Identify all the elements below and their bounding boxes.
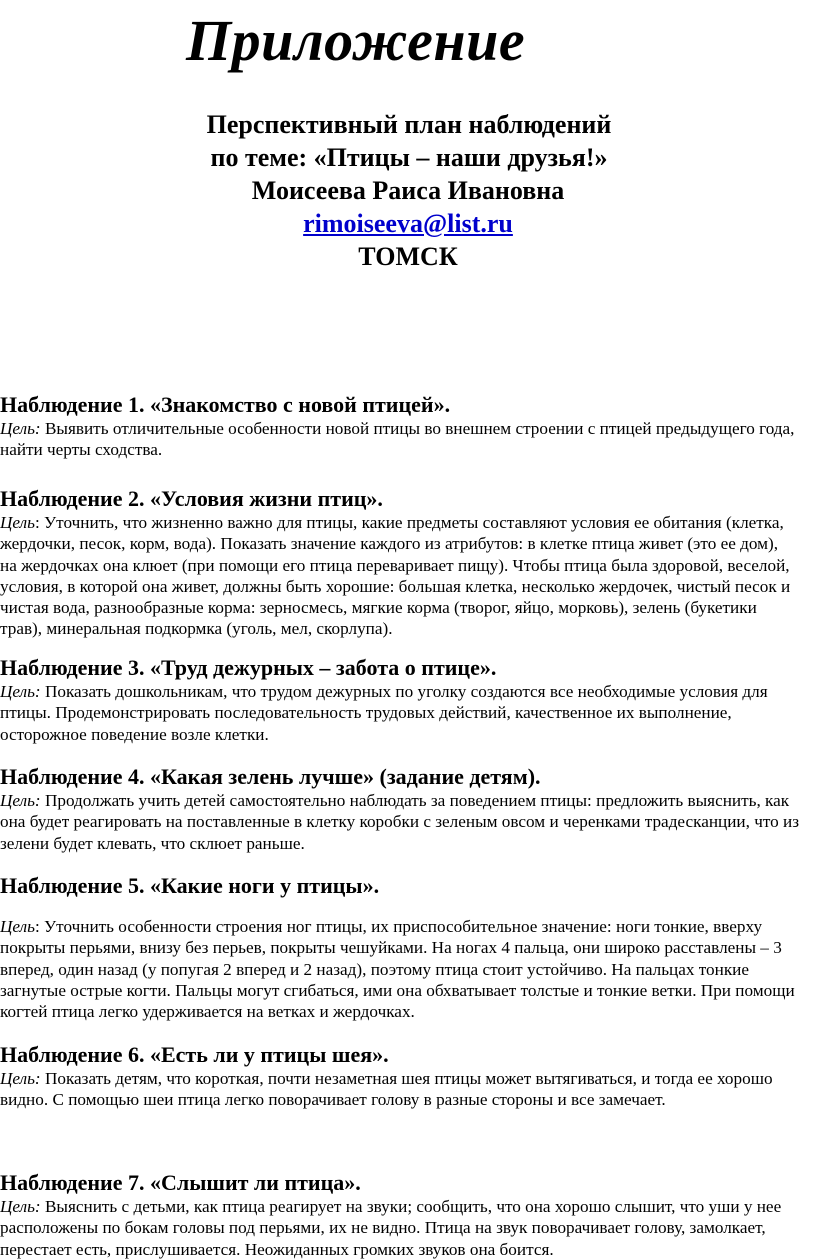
observation-text-line: Выявить отличительные особенности новой птицы во внешнем строении с птицей предыдущего года, — [40, 419, 795, 438]
observation-text-line: загнутые острые когти. Пальцы могут сгибаться, ими она обхватывает толстые и тонкие ветки. При помощи — [0, 980, 795, 1000]
observation-body — [0, 916, 816, 1022]
observation-text-line: трав), минеральная подкормка (уголь, мел, скорлупа). — [0, 619, 393, 639]
observation-title: Наблюдение 6. «Есть ли у птицы шея». — [0, 1042, 389, 1067]
observation-body — [0, 790, 816, 854]
observation-text-line: Показать детям, что короткая, почти незаметная шея птицы может вытягиваться, и тогда ее хорошо — [40, 1069, 773, 1088]
observation-text-line: покрыты перьями, внизу без перьев, покрыты чешуйками. На ногах 4 пальца, они широко расставлены – 3 — [0, 938, 782, 958]
goal-label: Цель: — [0, 419, 41, 438]
observation-text-line: Продолжать учить детей самостоятельно наблюдать за поведением птицы: предложить выяснить, как — [40, 791, 790, 810]
goal-label: Цель: — [0, 682, 41, 701]
observation-text-line: : Уточнить, что жизненно важно для птицы, какие предметы составляют условия ее обитания (клетка, — [34, 513, 784, 532]
observation-text-line: условия, в которой она живет, должны быть хорошие: большая клетка, несколько жердочек, чистый песок и — [0, 576, 791, 596]
observation-title: Наблюдение 4. «Какая зелень лучше» (задание детям). — [0, 764, 541, 789]
observation-section — [0, 764, 816, 854]
observation-section — [0, 1042, 816, 1111]
author-email-link[interactable]: rimoiseeva@list.ru — [303, 209, 513, 238]
observation-title: Наблюдение 7. «Слышит ли птица». — [0, 1170, 361, 1195]
city-name: ТОМСК — [358, 242, 458, 271]
observation-text-line: чистая вода, разнообразные корма: зерносмесь, мягкие корма (творог, яйцо, морковь), зелень (букетики — [0, 598, 757, 618]
goal-label: Цель — [0, 513, 35, 532]
observation-section — [0, 486, 816, 640]
goal-label: Цель: — [0, 791, 41, 810]
observation-text-line: : Уточнить особенности строения ног птицы, их приспособительное значение: ноги тонкие, вверху — [34, 917, 763, 936]
observation-text-line: вперед, один назад (у попугая 2 вперед и 2 назад), поэтому птица стоит устойчиво. На пальцах тонкие — [0, 959, 750, 979]
observation-body — [0, 1068, 816, 1111]
observation-text-line: видно. С помощью шеи птица легко поворачивает голову в разные стороны и все замечает. — [0, 1090, 666, 1110]
observation-text-line: жердочки, песок, корм, вода). Показать значение каждого из атрибутов: в клетке птица живет (это ее дом), — [0, 534, 779, 554]
observation-title: Наблюдение 2. «Условия жизни птиц». — [0, 486, 383, 511]
observation-text-line: расположены по бокам головы под перьями, их не видно. Птица на звук поворачивает голову, замолкает, — [0, 1218, 766, 1238]
plan-title: Перспективный план наблюдений — [206, 110, 612, 139]
observation-body — [0, 512, 816, 640]
observation-section — [0, 873, 816, 1022]
observation-section — [0, 1170, 816, 1260]
plan-topic: по теме: «Птицы – наши друзья!» — [210, 143, 608, 172]
document-header — [0, 108, 816, 273]
observation-title: Наблюдение 3. «Труд дежурных – забота о птице». — [0, 655, 497, 680]
observation-text-line: Показать дошкольникам, что трудом дежурных по уголку создаются все необходимые условия для — [40, 682, 768, 701]
observation-text-line: она будет реагировать на поставленные в клетку коробки с зеленым овсом и черенками традесканции, что из — [0, 812, 800, 832]
goal-label: Цель — [0, 917, 35, 936]
observation-text-line: найти черты сходства. — [0, 440, 163, 460]
goal-label: Цель: — [0, 1197, 41, 1216]
page-title: Приложение — [186, 8, 526, 73]
observation-text-line: Выяснить с детьми, как птица реагирует на звуки; сообщить, что она хорошо слышит, что уши у нее — [40, 1197, 782, 1216]
observation-body — [0, 1196, 816, 1260]
observation-section — [0, 655, 816, 745]
observation-title: Наблюдение 1. «Знакомство с новой птицей». — [0, 392, 451, 417]
observation-text-line: когтей птица легко удерживается на ветках и жердочках. — [0, 1002, 415, 1022]
observation-body — [0, 681, 816, 745]
observation-text-line: зелени будет клевать, что склюет раньше. — [0, 833, 305, 853]
observation-text-line: перестает есть, прислушивается. Неожиданных громких звуков она боится. — [0, 1239, 554, 1259]
observation-text-line: осторожное поведение возле клетки. — [0, 724, 269, 744]
observation-body — [0, 418, 816, 461]
observation-text-line: на жердочках она клюет (при помощи его птица переваривает пищу). Чтобы птица была здоровой, веселой, — [0, 555, 790, 575]
author-name: Моисеева Раиса Ивановна — [251, 176, 565, 205]
goal-label: Цель: — [0, 1069, 41, 1088]
observation-title: Наблюдение 5. «Какие ноги у птицы». — [0, 873, 380, 898]
observation-text-line: птицы. Продемонстрировать последовательность трудовых действий, качественное их выполнение, — [0, 703, 732, 723]
observation-section — [0, 392, 816, 461]
